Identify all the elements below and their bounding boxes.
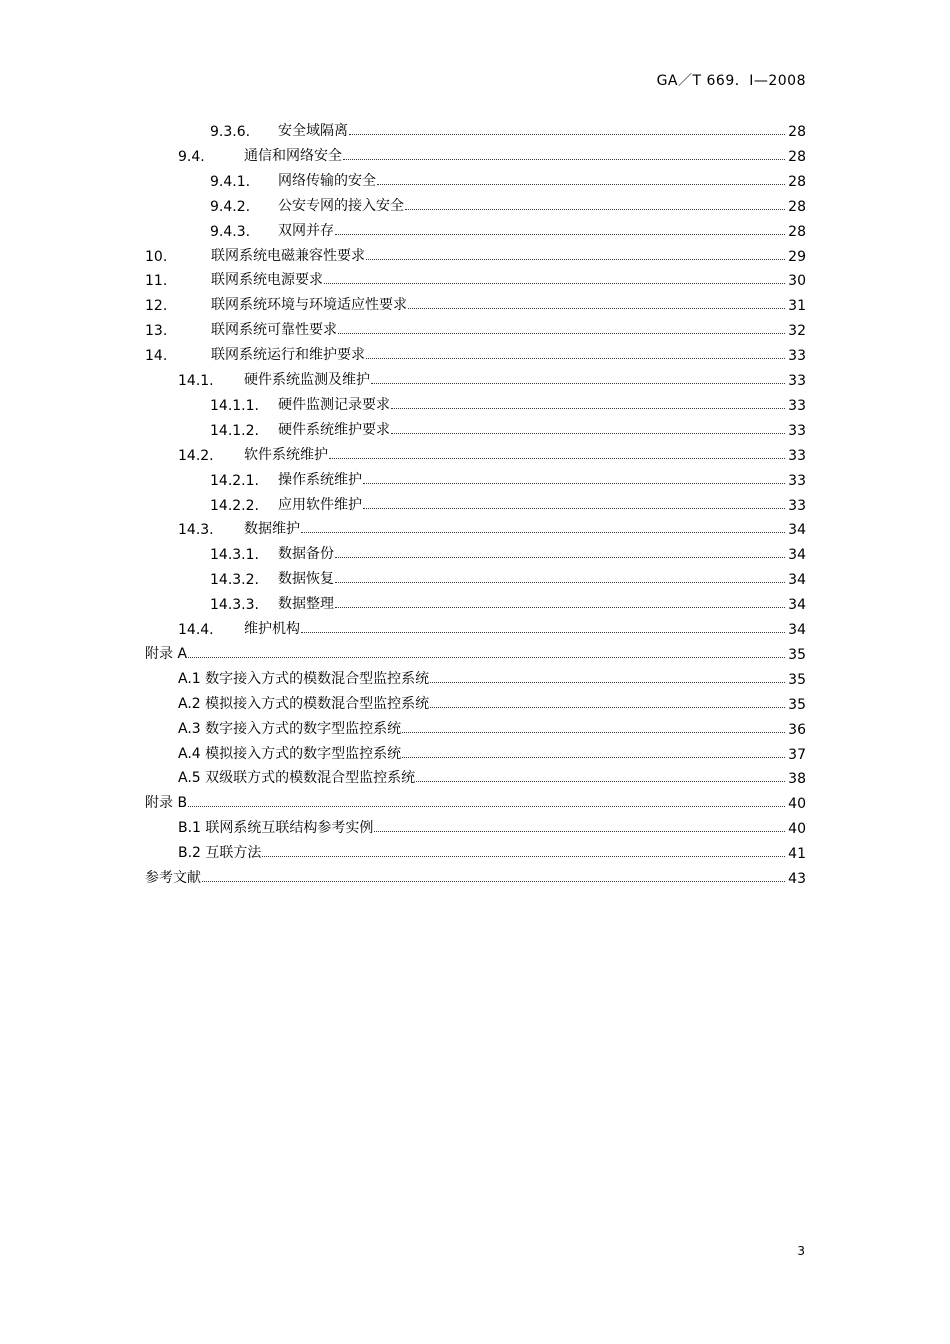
toc-entry[interactable]: [145, 241, 806, 265]
toc-entry-page: 32: [788, 323, 806, 340]
toc-entry-title: 附录 A: [145, 645, 188, 662]
toc-entry-title: A.1 数字接入方式的模数混合型监控系统: [178, 670, 430, 687]
toc-leader-dots: [371, 382, 785, 384]
toc-leader-dots: [402, 731, 785, 733]
toc-entry-page: 37: [788, 746, 806, 763]
toc-entry-number: 9.4.3.: [210, 223, 251, 240]
toc-leader-dots: [391, 432, 785, 434]
toc-entry[interactable]: [178, 514, 806, 538]
toc-entry-number: 12.: [145, 298, 168, 315]
toc-entry-page: 30: [788, 273, 806, 290]
toc-entry-page: 33: [788, 497, 806, 514]
toc-entry-number: 14.2.: [178, 447, 214, 464]
toc-entry-title: 公安专网的接入安全: [278, 197, 404, 214]
toc-entry[interactable]: [210, 390, 806, 414]
toc-entry-title: B.1 联网系统互联结构参考实例: [178, 820, 374, 837]
toc-entry-title: 硬件系统监测及维护: [244, 372, 370, 388]
toc-leader-dots: [202, 880, 785, 882]
toc-leader-dots: [408, 307, 785, 309]
toc-leader-dots: [366, 357, 785, 359]
toc-entry-page: 38: [788, 771, 806, 788]
toc-entry-page: 28: [788, 198, 806, 215]
toc-entry[interactable]: [145, 340, 806, 364]
toc-leader-dots: [301, 631, 785, 633]
toc-entry-page: 33: [788, 348, 806, 365]
toc-entry[interactable]: [145, 863, 806, 887]
toc-entry[interactable]: [178, 714, 806, 738]
toc-entry-page: 33: [788, 373, 806, 389]
toc-entry-page: 33: [788, 397, 806, 414]
toc-entry-number: 14.1.1.: [210, 397, 259, 414]
toc-entry-title: 联网系统可靠性要求: [211, 322, 337, 339]
toc-leader-dots: [377, 183, 785, 185]
page-header: GA／T 669．I—2008: [656, 73, 806, 89]
toc-entry-page: 34: [788, 622, 806, 638]
toc-entry-page: 35: [788, 671, 806, 688]
toc-entry-number: 9.4.: [178, 148, 205, 165]
toc-leader-dots: [374, 830, 785, 832]
toc-leader-dots: [335, 233, 785, 235]
toc-entry-title: 软件系统维护: [244, 446, 328, 463]
toc-entry-title: 安全域隔离: [278, 123, 348, 139]
toc-entry-page: 33: [788, 422, 806, 439]
toc-entry-title: 数据维护: [244, 521, 300, 538]
toc-entry[interactable]: [145, 265, 806, 289]
toc-leader-dots: [335, 556, 785, 558]
toc-entry-page: 33: [788, 447, 806, 464]
toc-entry[interactable]: [210, 539, 806, 563]
toc-entry[interactable]: [145, 315, 806, 339]
toc-entry[interactable]: [145, 290, 806, 314]
toc-entry-title: 数据恢复: [278, 571, 334, 588]
toc-entry-page: 33: [788, 472, 806, 489]
toc-entry[interactable]: [210, 465, 806, 489]
toc-entry-page: 34: [788, 597, 806, 614]
toc-entry-title: 维护机构: [244, 621, 300, 637]
toc-entry-title: 数据备份: [278, 546, 334, 563]
toc-entry-title: A.4 模拟接入方式的数字型监控系统: [178, 745, 402, 762]
toc-entry-title: 附录 B: [145, 795, 188, 812]
toc-entry-page: 41: [788, 846, 806, 863]
toc-entry-number: 14.1.: [178, 373, 214, 389]
toc-entry-number: 14.4.: [178, 622, 214, 638]
toc-entry-number: 14.3.2.: [210, 572, 259, 589]
toc-entry[interactable]: [210, 564, 806, 588]
toc-leader-dots: [301, 531, 785, 533]
toc-entry-title: B.2 互联方法: [178, 845, 262, 862]
toc-leader-dots: [366, 258, 785, 260]
toc-entry-page: 29: [788, 248, 806, 265]
toc-entry-number: 14.1.2.: [210, 422, 259, 439]
toc-entry-number: 10.: [145, 248, 168, 265]
toc-entry[interactable]: [210, 490, 806, 514]
toc-entry[interactable]: [145, 639, 806, 663]
toc-leader-dots: [343, 158, 785, 160]
toc-entry[interactable]: [178, 614, 806, 638]
toc-leader-dots: [262, 855, 785, 857]
toc-entry[interactable]: [210, 216, 806, 240]
toc-entry-page: 34: [788, 572, 806, 589]
toc-entry-page: 36: [788, 721, 806, 738]
toc-entry[interactable]: [210, 589, 806, 613]
toc-entry[interactable]: [210, 116, 806, 140]
toc-leader-dots: [329, 457, 785, 459]
toc-entry[interactable]: [178, 739, 806, 763]
toc-leader-dots: [335, 606, 785, 608]
toc-leader-dots: [430, 706, 785, 708]
toc-entry-page: 31: [788, 298, 806, 315]
toc-entry[interactable]: [178, 440, 806, 464]
toc-entry-title: 双网并存: [278, 222, 334, 239]
toc-entry[interactable]: [210, 415, 806, 439]
toc-entry-title: A.5 双级联方式的模数混合型监控系统: [178, 770, 416, 787]
toc-entry-page: 40: [788, 821, 806, 838]
toc-leader-dots: [405, 208, 785, 210]
toc-entry[interactable]: [210, 191, 806, 215]
toc-entry-title: 通信和网络安全: [244, 147, 342, 164]
toc-entry-title: 联网系统电源要求: [211, 272, 323, 289]
toc-entry-number: 14.3.1.: [210, 547, 259, 564]
toc-leader-dots: [349, 133, 785, 135]
toc-leader-dots: [188, 805, 785, 807]
toc-entry[interactable]: [178, 689, 806, 713]
toc-entry[interactable]: [178, 141, 806, 165]
page-number: 3: [797, 1244, 805, 1258]
toc-entry-number: 14.2.1.: [210, 472, 259, 489]
toc-entry-number: 14.2.2.: [210, 497, 259, 514]
toc-entry-page: 28: [788, 124, 806, 140]
toc-leader-dots: [324, 282, 785, 284]
toc-entry[interactable]: [178, 664, 806, 688]
toc-entry-title: 联网系统电磁兼容性要求: [211, 247, 365, 264]
toc-entry-title: 联网系统环境与环境适应性要求: [211, 297, 407, 314]
toc-entry-number: 13.: [145, 323, 168, 340]
toc-leader-dots: [416, 780, 785, 782]
toc-entry[interactable]: [178, 838, 806, 862]
toc-entry-page: 34: [788, 547, 806, 564]
toc-entry[interactable]: [178, 763, 806, 787]
toc-leader-dots: [338, 332, 785, 334]
toc-entry-number: 9.4.2.: [210, 198, 251, 215]
toc-entry-number: 11.: [145, 273, 168, 290]
toc-entry-number: 14.3.3.: [210, 597, 259, 614]
toc-leader-dots: [363, 482, 785, 484]
toc-entry-page: 35: [788, 696, 806, 713]
toc-entry-title: 参考文献: [145, 870, 201, 886]
toc-entry-page: 28: [788, 173, 806, 190]
toc-entry-title: 操作系统维护: [278, 471, 362, 488]
toc-entry-title: 联网系统运行和维护要求: [211, 347, 365, 364]
toc-entry-title: 应用软件维护: [278, 496, 362, 513]
toc-entry-title: A.2 模拟接入方式的模数混合型监控系统: [178, 695, 430, 712]
toc-entry-title: 硬件监测记录要求: [278, 396, 390, 413]
toc-entry-title: 硬件系统维护要求: [278, 421, 390, 438]
toc-entry[interactable]: [178, 365, 806, 389]
toc-entry-page: 43: [788, 871, 806, 887]
toc-entry-title: 数据整理: [278, 596, 334, 613]
toc-entry-page: 28: [788, 148, 806, 165]
toc-leader-dots: [335, 581, 785, 583]
toc-entry[interactable]: [210, 166, 806, 190]
toc-entry-title: A.3 数字接入方式的数字型监控系统: [178, 720, 402, 737]
toc-leader-dots: [391, 407, 785, 409]
toc-leader-dots: [430, 681, 785, 683]
toc-entry-page: 35: [788, 646, 806, 663]
toc-leader-dots: [402, 756, 785, 758]
toc-entry-number: 9.4.1.: [210, 173, 251, 190]
toc-leader-dots: [188, 656, 785, 658]
toc-entry-page: 28: [788, 223, 806, 240]
toc-entry-page: 40: [788, 796, 806, 813]
toc-entry[interactable]: [145, 788, 806, 812]
toc-entry-number: 9.3.6.: [210, 124, 251, 140]
toc-entry-title: 网络传输的安全: [278, 172, 376, 189]
toc-entry-number: 14.3.: [178, 522, 214, 539]
toc-entry-page: 34: [788, 522, 806, 539]
toc-leader-dots: [363, 507, 785, 509]
toc-entry[interactable]: [178, 813, 806, 837]
toc-entry-number: 14.: [145, 348, 168, 365]
